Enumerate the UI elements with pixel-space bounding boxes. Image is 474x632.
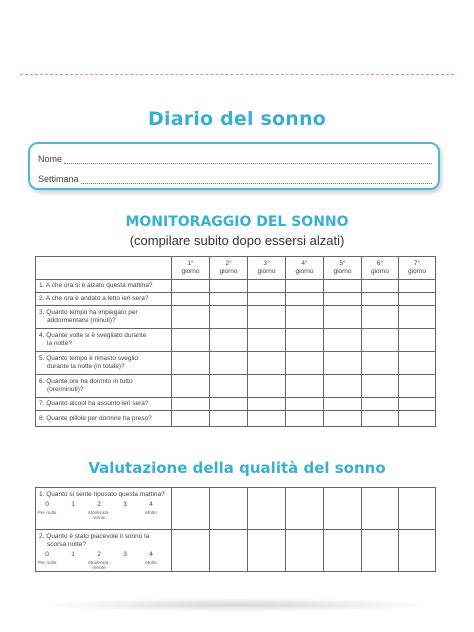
question-row bbox=[36, 293, 436, 306]
question-cell bbox=[36, 306, 172, 329]
answer-cell-day-5[interactable] bbox=[324, 329, 362, 352]
quality-question-cell bbox=[36, 530, 172, 572]
question-text: 1. A che ora si è alzato questa mattina? bbox=[39, 282, 153, 289]
monitoring-title: MONITORAGGIO DEL SONNO bbox=[125, 214, 349, 230]
sleep-monitoring-table bbox=[35, 256, 436, 427]
quality-cell-day-2[interactable] bbox=[210, 488, 248, 530]
scale-captions bbox=[39, 561, 169, 573]
answer-cell-day-4[interactable] bbox=[286, 375, 324, 398]
answer-cell-day-7[interactable] bbox=[399, 411, 436, 427]
day-label: giorno bbox=[257, 268, 276, 275]
question-text: 7. Quanto alcool ha assunto ieri sera? bbox=[39, 400, 149, 407]
sleep-quality-table bbox=[35, 487, 436, 572]
quality-question-cell bbox=[36, 488, 172, 530]
scale-number[interactable]: 1 bbox=[71, 500, 75, 508]
scale-number[interactable]: 3 bbox=[123, 550, 127, 558]
day-number: 4° bbox=[301, 260, 308, 267]
question-text: 8. Quante pillole per dormire ha preso? bbox=[39, 414, 152, 422]
quality-cell-day-7[interactable] bbox=[399, 488, 436, 530]
answer-cell-day-2[interactable] bbox=[210, 398, 248, 411]
caption-mid-line-1: Moderata- bbox=[88, 510, 110, 516]
question-text: addormentarsi (minuti)? bbox=[47, 317, 116, 324]
caption-mid bbox=[88, 511, 110, 521]
answer-cell-day-5[interactable] bbox=[324, 352, 362, 375]
question-text: la notte? bbox=[47, 340, 72, 347]
quality-cell-day-6[interactable] bbox=[362, 488, 399, 530]
name-dotted-line bbox=[64, 156, 432, 164]
answer-cell-day-7[interactable] bbox=[399, 398, 436, 411]
answer-cell-day-6[interactable] bbox=[362, 306, 399, 329]
answer-cell-day-2[interactable] bbox=[210, 352, 248, 375]
day-label: giorno bbox=[333, 268, 352, 275]
answer-cell-day-3[interactable] bbox=[248, 411, 286, 427]
scale-number[interactable]: 2 bbox=[97, 550, 101, 558]
answer-cell-day-4[interactable] bbox=[286, 329, 324, 352]
answer-cell-day-5[interactable] bbox=[324, 411, 362, 427]
question-text: 2. A che ora è andato a letto ieri sera? bbox=[39, 295, 149, 302]
rating-scale bbox=[39, 489, 168, 529]
question-text: durante la notte (in totale)? bbox=[47, 363, 125, 370]
answer-cell-day-4[interactable] bbox=[286, 293, 324, 306]
rating-scale bbox=[39, 531, 168, 571]
day-label: giorno bbox=[407, 268, 427, 275]
question-cell bbox=[36, 329, 172, 352]
quality-cell-day-6[interactable] bbox=[362, 530, 399, 572]
answer-cell-day-5[interactable] bbox=[324, 280, 362, 293]
answer-cell-day-7[interactable] bbox=[399, 293, 436, 306]
question-text: 4. Quante volte si è svegliato durante bbox=[39, 332, 147, 339]
answer-cell-day-1[interactable] bbox=[172, 293, 210, 306]
answer-cell-day-6[interactable] bbox=[362, 280, 399, 293]
quality-cell-day-2[interactable] bbox=[210, 530, 248, 572]
day-number: 7° bbox=[413, 260, 421, 267]
question-text: 3. Quanto tempo ha impiegato per bbox=[39, 309, 138, 316]
answer-cell-day-4[interactable] bbox=[286, 306, 324, 329]
day-header-3 bbox=[248, 257, 286, 280]
page-shadow bbox=[40, 598, 434, 612]
answer-cell-day-1[interactable] bbox=[172, 329, 210, 352]
day-number: 1° bbox=[187, 260, 194, 267]
answer-cell-day-4[interactable] bbox=[286, 411, 324, 427]
answer-cell-day-7[interactable] bbox=[399, 306, 436, 329]
answer-cell-day-5[interactable] bbox=[324, 398, 362, 411]
caption-high: Molto bbox=[145, 560, 157, 566]
scale-number[interactable]: 4 bbox=[149, 500, 153, 508]
caption-mid-line-2: mente bbox=[92, 565, 106, 571]
day-header-2 bbox=[210, 257, 248, 280]
quality-row bbox=[36, 488, 436, 530]
answer-cell-day-3[interactable] bbox=[248, 306, 286, 329]
answer-cell-day-5[interactable] bbox=[324, 306, 362, 329]
week-dotted-line bbox=[81, 176, 432, 184]
answer-cell-day-1[interactable] bbox=[172, 280, 210, 293]
question-row bbox=[36, 280, 436, 293]
week-label: Settimana bbox=[38, 174, 79, 184]
scale-number[interactable]: 0 bbox=[45, 550, 49, 558]
day-label: giorno bbox=[370, 268, 390, 275]
quality-question-text bbox=[39, 533, 149, 549]
scale-captions bbox=[39, 511, 169, 523]
header-row bbox=[36, 257, 436, 280]
day-header-7 bbox=[399, 257, 436, 280]
day-number: 2° bbox=[225, 260, 232, 267]
quality-cell-day-1[interactable] bbox=[172, 530, 210, 572]
answer-cell-day-2[interactable] bbox=[210, 411, 248, 427]
answer-cell-day-3[interactable] bbox=[248, 375, 286, 398]
question-row bbox=[36, 375, 436, 398]
answer-cell-day-7[interactable] bbox=[399, 352, 436, 375]
quality-cell-day-7[interactable] bbox=[399, 530, 436, 572]
quality-cell-day-3[interactable] bbox=[248, 488, 286, 530]
quality-row bbox=[36, 530, 436, 572]
answer-cell-day-3[interactable] bbox=[248, 329, 286, 352]
caption-low: Per nulla bbox=[37, 560, 57, 566]
scale-numbers bbox=[39, 501, 169, 509]
answer-cell-day-4[interactable] bbox=[286, 280, 324, 293]
caption-mid-line-1: Moderata- bbox=[88, 560, 110, 566]
day-header-6 bbox=[362, 257, 399, 280]
question-text: (ore/minuti)? bbox=[47, 386, 84, 393]
name-label: Nome bbox=[38, 154, 63, 164]
quality-question-text bbox=[39, 491, 165, 499]
quality-question-line: scorsa notte? bbox=[47, 540, 87, 548]
answer-cell-day-3[interactable] bbox=[248, 398, 286, 411]
answer-cell-day-4[interactable] bbox=[286, 352, 324, 375]
day-number: 5° bbox=[339, 260, 346, 267]
answer-cell-day-7[interactable] bbox=[399, 329, 436, 352]
question-row bbox=[36, 329, 436, 352]
identity-box bbox=[28, 142, 440, 190]
answer-cell-day-2[interactable] bbox=[210, 280, 248, 293]
answer-cell-day-6[interactable] bbox=[362, 293, 399, 306]
answer-cell-day-2[interactable] bbox=[210, 375, 248, 398]
page-title: Diario del sonno bbox=[148, 108, 326, 130]
name-field[interactable] bbox=[38, 154, 432, 164]
caption-low: Per nulla bbox=[37, 510, 57, 516]
scale-number[interactable]: 0 bbox=[45, 500, 49, 508]
answer-cell-day-1[interactable] bbox=[172, 398, 210, 411]
answer-cell-day-2[interactable] bbox=[210, 293, 248, 306]
question-row bbox=[36, 411, 436, 427]
scale-number[interactable]: 4 bbox=[149, 550, 153, 558]
scale-number[interactable]: 1 bbox=[71, 550, 75, 558]
answer-cell-day-6[interactable] bbox=[362, 352, 399, 375]
quality-cell-day-3[interactable] bbox=[248, 530, 286, 572]
caption-high: Molto bbox=[145, 510, 157, 516]
answer-cell-day-3[interactable] bbox=[248, 352, 286, 375]
quality-cell-day-5[interactable] bbox=[324, 530, 362, 572]
answer-cell-day-6[interactable] bbox=[362, 411, 399, 427]
day-header-4 bbox=[286, 257, 324, 280]
quality-cell-day-5[interactable] bbox=[324, 488, 362, 530]
question-cell bbox=[36, 398, 172, 411]
answer-cell-day-6[interactable] bbox=[362, 375, 399, 398]
day-header-1 bbox=[172, 257, 210, 280]
answer-cell-day-5[interactable] bbox=[324, 293, 362, 306]
week-field[interactable] bbox=[38, 174, 432, 184]
question-cell bbox=[36, 411, 172, 427]
question-cell bbox=[36, 375, 172, 398]
caption-mid bbox=[88, 561, 110, 571]
top-dashed-divider bbox=[20, 74, 454, 75]
monitoring-subtitle: (compilare subito dopo essersi alzati) bbox=[129, 233, 345, 248]
answer-cell-day-3[interactable] bbox=[248, 280, 286, 293]
day-label: giorno bbox=[181, 268, 200, 275]
answer-cell-day-1[interactable] bbox=[172, 352, 210, 375]
quality-cell-day-1[interactable] bbox=[172, 488, 210, 530]
answer-cell-day-1[interactable] bbox=[172, 411, 210, 427]
day-label: giorno bbox=[219, 268, 238, 275]
question-row bbox=[36, 398, 436, 411]
question-cell bbox=[36, 280, 172, 293]
answer-cell-day-6[interactable] bbox=[362, 398, 399, 411]
header-corner-cell bbox=[36, 257, 172, 280]
caption-mid-line-2: mente bbox=[92, 515, 106, 521]
day-label: giorno bbox=[295, 268, 314, 275]
day-header-5 bbox=[324, 257, 362, 280]
question-row bbox=[36, 306, 436, 329]
question-text: 5. Quanto tempo è rimasto sveglio bbox=[39, 355, 138, 362]
day-number: 3° bbox=[263, 260, 270, 267]
question-cell bbox=[36, 352, 172, 375]
answer-cell-day-6[interactable] bbox=[362, 329, 399, 352]
answer-cell-day-2[interactable] bbox=[210, 306, 248, 329]
quality-question-line: 2. Quanto è stato piacevole il sonno la bbox=[39, 532, 150, 540]
answer-cell-day-7[interactable] bbox=[399, 375, 436, 398]
answer-cell-day-7[interactable] bbox=[399, 280, 436, 293]
question-row bbox=[36, 352, 436, 375]
quality-title: Valutazione della qualità del sonno bbox=[88, 459, 386, 477]
answer-cell-day-2[interactable] bbox=[210, 329, 248, 352]
answer-cell-day-1[interactable] bbox=[172, 306, 210, 329]
question-text: 6. Quante ore ha dormito in tutto bbox=[39, 378, 133, 385]
answer-cell-day-3[interactable] bbox=[248, 293, 286, 306]
answer-cell-day-5[interactable] bbox=[324, 375, 362, 398]
quality-cell-day-4[interactable] bbox=[286, 488, 324, 530]
scale-number[interactable]: 3 bbox=[123, 500, 127, 508]
question-cell bbox=[36, 293, 172, 306]
scale-numbers bbox=[39, 551, 169, 559]
day-number: 6° bbox=[376, 260, 384, 267]
answer-cell-day-1[interactable] bbox=[172, 375, 210, 398]
answer-cell-day-4[interactable] bbox=[286, 398, 324, 411]
scale-number[interactable]: 2 bbox=[97, 500, 101, 508]
quality-question-line: 1. Quanto si sente riposato questa mattina? bbox=[39, 490, 165, 498]
quality-cell-day-4[interactable] bbox=[286, 530, 324, 572]
